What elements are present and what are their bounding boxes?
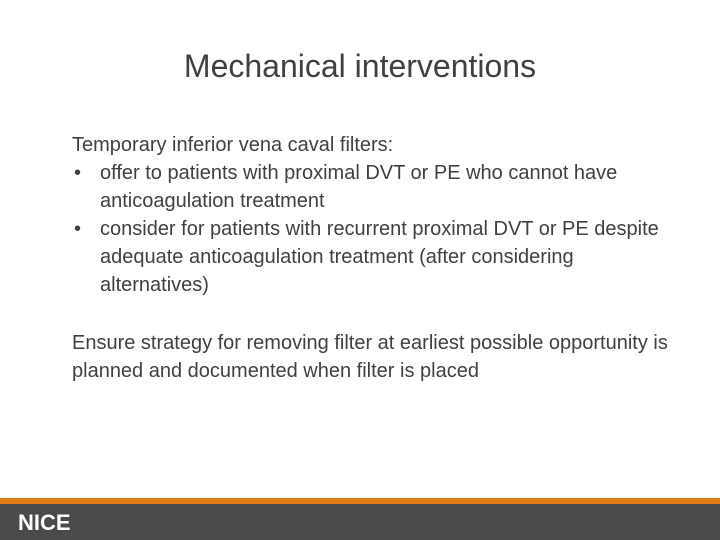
- bullet-icon: •: [74, 162, 82, 184]
- footer-bar: [0, 498, 720, 540]
- slide-body: [72, 131, 682, 385]
- bullet-icon: •: [74, 218, 82, 240]
- footer-accent-stripe: [0, 498, 720, 504]
- bullet-list: [72, 159, 682, 299]
- bullet-text-offer: offer to patients with proximal DVT or PE who cannot have anticoagulation treatment: [100, 162, 618, 212]
- slide-title: Mechanical interventions: [183, 48, 537, 84]
- bullet-item-offer: [72, 159, 682, 215]
- intro-text: Temporary inferior vena caval filters:: [72, 134, 394, 156]
- bullet-text-consider: consider for patients with recurrent proximal DVT or PE despite adequate anticoagulation treatment (after considering alternatives): [100, 218, 659, 296]
- closing-text: Ensure strategy for removing filter at earliest possible opportunity is planned and documented when filter is placed: [72, 332, 668, 382]
- nice-logo: NICE: [18, 510, 71, 535]
- bullet-item-consider: [72, 215, 682, 299]
